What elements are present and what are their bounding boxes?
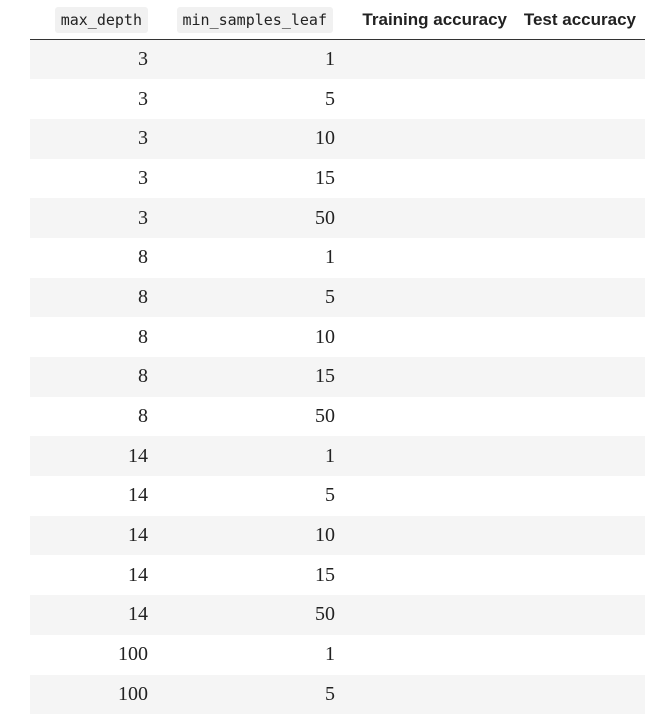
table-row (30, 357, 645, 397)
header-row (30, 0, 645, 40)
cell-max-depth: 3 (30, 198, 148, 238)
cell-test-accuracy (513, 119, 645, 159)
table-row (30, 278, 645, 318)
header-max-depth-code: max_depth (55, 7, 148, 33)
cell-training-accuracy (335, 476, 513, 516)
cell-test-accuracy (513, 278, 645, 318)
cell-training-accuracy (335, 516, 513, 556)
cell-min-samples-leaf: 15 (148, 159, 335, 199)
cell-test-accuracy (513, 159, 645, 199)
header-training-accuracy: Training accuracy (335, 0, 513, 40)
cell-training-accuracy (335, 675, 513, 714)
cell-min-samples-leaf: 10 (148, 317, 335, 357)
table-row (30, 119, 645, 159)
cell-test-accuracy (513, 595, 645, 635)
cell-min-samples-leaf: 50 (148, 198, 335, 238)
cell-training-accuracy (335, 555, 513, 595)
cell-test-accuracy (513, 357, 645, 397)
table-row (30, 436, 645, 476)
results-table (30, 0, 645, 714)
cell-training-accuracy (335, 357, 513, 397)
cell-training-accuracy (335, 436, 513, 476)
table-row (30, 238, 645, 278)
table-row (30, 40, 645, 80)
table-row (30, 516, 645, 556)
cell-training-accuracy (335, 119, 513, 159)
cell-test-accuracy (513, 238, 645, 278)
cell-test-accuracy (513, 476, 645, 516)
cell-max-depth: 100 (30, 635, 148, 675)
cell-test-accuracy (513, 635, 645, 675)
table-row (30, 317, 645, 357)
cell-min-samples-leaf: 15 (148, 555, 335, 595)
cell-max-depth: 3 (30, 79, 148, 119)
cell-test-accuracy (513, 555, 645, 595)
table-row (30, 595, 645, 635)
cell-min-samples-leaf: 1 (148, 238, 335, 278)
table-row (30, 79, 645, 119)
cell-test-accuracy (513, 675, 645, 714)
cell-max-depth: 8 (30, 278, 148, 318)
header-max-depth (30, 0, 148, 40)
cell-min-samples-leaf: 15 (148, 357, 335, 397)
cell-training-accuracy (335, 159, 513, 199)
cell-max-depth: 14 (30, 436, 148, 476)
cell-test-accuracy (513, 79, 645, 119)
cell-min-samples-leaf: 50 (148, 595, 335, 635)
cell-min-samples-leaf: 50 (148, 397, 335, 437)
cell-test-accuracy (513, 397, 645, 437)
cell-test-accuracy (513, 436, 645, 476)
cell-min-samples-leaf: 5 (148, 675, 335, 714)
cell-max-depth: 8 (30, 357, 148, 397)
table-row (30, 198, 645, 238)
cell-training-accuracy (335, 278, 513, 318)
cell-max-depth: 3 (30, 159, 148, 199)
table-row (30, 159, 645, 199)
cell-max-depth: 14 (30, 555, 148, 595)
cell-max-depth: 8 (30, 397, 148, 437)
cell-min-samples-leaf: 1 (148, 436, 335, 476)
cell-training-accuracy (335, 40, 513, 80)
cell-max-depth: 14 (30, 476, 148, 516)
header-min-samples-leaf-code: min_samples_leaf (177, 7, 334, 33)
cell-max-depth: 3 (30, 119, 148, 159)
cell-training-accuracy (335, 595, 513, 635)
header-test-accuracy: Test accuracy (513, 0, 645, 40)
cell-test-accuracy (513, 198, 645, 238)
cell-min-samples-leaf: 1 (148, 635, 335, 675)
table-body (30, 40, 645, 714)
table-row (30, 555, 645, 595)
table-row (30, 397, 645, 437)
cell-training-accuracy (335, 397, 513, 437)
cell-max-depth: 8 (30, 317, 148, 357)
cell-test-accuracy (513, 516, 645, 556)
table-row (30, 635, 645, 675)
cell-max-depth: 14 (30, 516, 148, 556)
cell-max-depth: 100 (30, 675, 148, 714)
table-row (30, 675, 645, 714)
header-min-samples-leaf (148, 0, 335, 40)
table-row (30, 476, 645, 516)
cell-training-accuracy (335, 635, 513, 675)
cell-max-depth: 14 (30, 595, 148, 635)
cell-min-samples-leaf: 5 (148, 79, 335, 119)
results-table-container (30, 0, 645, 714)
cell-min-samples-leaf: 5 (148, 278, 335, 318)
table-header (30, 0, 645, 40)
cell-training-accuracy (335, 238, 513, 278)
cell-min-samples-leaf: 1 (148, 40, 335, 80)
cell-training-accuracy (335, 317, 513, 357)
cell-min-samples-leaf: 5 (148, 476, 335, 516)
cell-min-samples-leaf: 10 (148, 119, 335, 159)
cell-min-samples-leaf: 10 (148, 516, 335, 556)
cell-training-accuracy (335, 198, 513, 238)
cell-max-depth: 3 (30, 40, 148, 80)
cell-test-accuracy (513, 40, 645, 80)
cell-training-accuracy (335, 79, 513, 119)
cell-max-depth: 8 (30, 238, 148, 278)
cell-test-accuracy (513, 317, 645, 357)
